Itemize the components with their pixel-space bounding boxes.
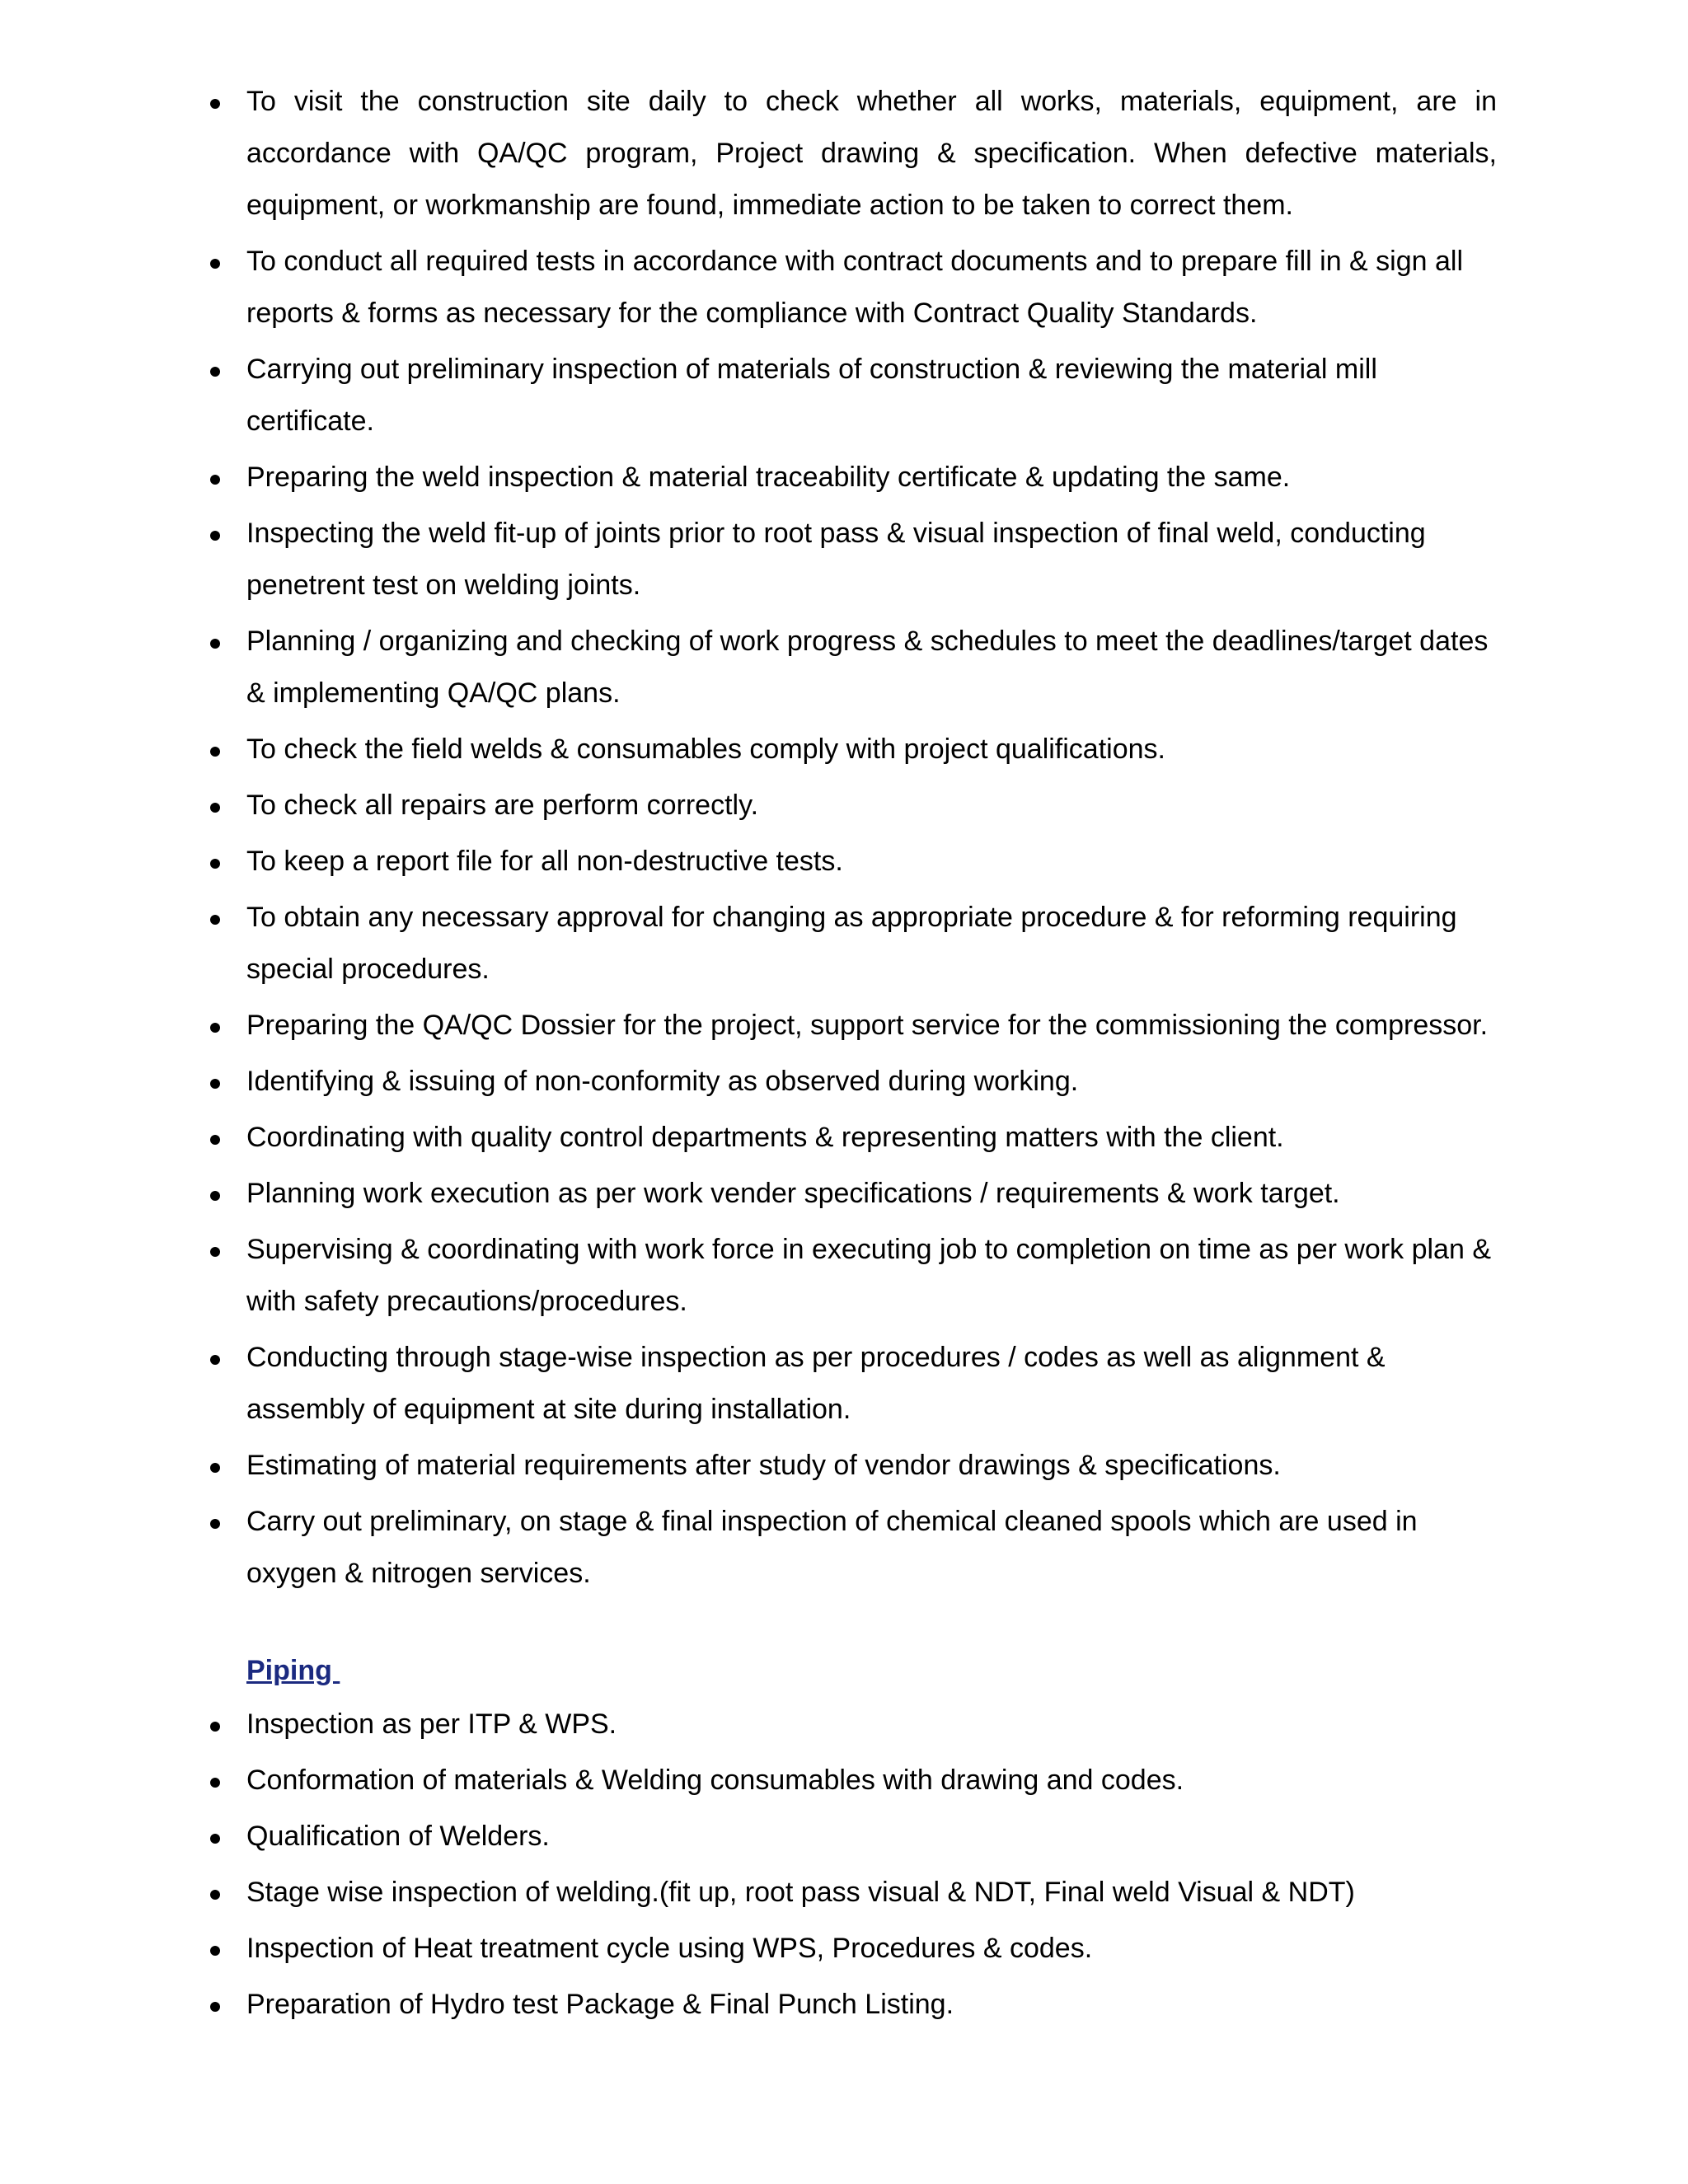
list-item-text: Conformation of materials & Welding consumables with drawing and codes. — [246, 1765, 1184, 1796]
bullet-icon — [210, 1135, 220, 1145]
list-item-text: Coordinating with quality control departments & representing matters with the client. — [246, 1122, 1284, 1153]
list-item-text: To check all repairs are perform correctly. — [246, 790, 759, 821]
piping-list — [206, 1699, 1497, 2031]
bullet-icon — [210, 1079, 220, 1089]
bullet-icon — [210, 1890, 220, 1900]
list-item-text: To conduct all required tests in accordance with contract documents and to prepare fill in & sign all reports & forms as necessary for the compliance with Contract Quality Standards. — [246, 246, 1464, 329]
bullet-icon — [210, 99, 220, 109]
list-item-text: To check the field welds & consumables comply with project qualifications. — [246, 733, 1165, 765]
list-item — [206, 1224, 1497, 1328]
list-item — [206, 1168, 1497, 1220]
list-item-text: Planning / organizing and checking of work progress & schedules to meet the deadlines/target dates & implementing QA/QC plans. — [246, 626, 1489, 709]
list-item-text: Supervising & coordinating with work force in executing job to completion on time as per work plan & with safety precautions/procedures. — [246, 1234, 1491, 1317]
list-item-text: Conducting through stage-wise inspection as per procedures / codes as well as alignment & assembly of equipment at site during installation. — [246, 1342, 1386, 1425]
list-item — [206, 1755, 1497, 1807]
list-item-text: Carrying out preliminary inspection of materials of construction & reviewing the material mill certificate. — [246, 354, 1377, 437]
list-item — [206, 508, 1497, 612]
list-item — [206, 1979, 1497, 2031]
bullet-icon — [210, 859, 220, 869]
list-item-text: Preparing the weld inspection & material traceability certificate & updating the same. — [246, 462, 1291, 493]
bullet-icon — [210, 1946, 220, 1956]
list-item — [206, 724, 1497, 776]
list-item-text: Planning work execution as per work vender specifications / requirements & work target. — [246, 1178, 1340, 1209]
list-item — [206, 1923, 1497, 1975]
bullet-icon — [210, 639, 220, 649]
duties-list — [206, 76, 1497, 1600]
list-item — [206, 1699, 1497, 1750]
list-item — [206, 1112, 1497, 1164]
bullet-icon — [210, 747, 220, 757]
bullet-icon — [210, 1191, 220, 1201]
list-item-text: Identifying & issuing of non-conformity as observed during working. — [246, 1066, 1079, 1097]
list-item — [206, 1440, 1497, 1492]
piping-heading: Piping — [246, 1655, 340, 1686]
list-item — [206, 236, 1497, 340]
list-item-text: Inspection of Heat treatment cycle using WPS, Procedures & codes. — [246, 1933, 1093, 1964]
list-item-text: Estimating of material requirements after study of vendor drawings & specifications. — [246, 1450, 1281, 1481]
list-item-text: Preparation of Hydro test Package & Final Punch Listing. — [246, 1989, 954, 2020]
list-item-text: Stage wise inspection of welding.(fit up, root pass visual & NDT, Final weld Visual & NDT) — [246, 1877, 1355, 1908]
bullet-icon — [210, 1519, 220, 1529]
list-item-text: Qualification of Welders. — [246, 1821, 550, 1852]
bullet-icon — [210, 367, 220, 377]
document-content — [206, 76, 1497, 2035]
list-item — [206, 1496, 1497, 1600]
list-item — [206, 1000, 1497, 1052]
list-item — [206, 76, 1497, 232]
bullet-icon — [210, 2002, 220, 2012]
list-item-text: Inspecting the weld fit-up of joints prior to root pass & visual inspection of final weld, conducting penetrent test on welding joints. — [246, 518, 1426, 601]
bullet-icon — [210, 1023, 220, 1033]
bullet-icon — [210, 259, 220, 269]
bullet-icon — [210, 915, 220, 925]
bullet-icon — [210, 1834, 220, 1844]
bullet-icon — [210, 531, 220, 541]
list-item — [206, 452, 1497, 504]
list-item — [206, 892, 1497, 996]
list-item — [206, 836, 1497, 888]
bullet-icon — [210, 1463, 220, 1473]
bullet-icon — [210, 1722, 220, 1732]
list-item-text: To keep a report file for all non-destructive tests. — [246, 846, 843, 877]
list-item — [206, 1811, 1497, 1863]
bullet-icon — [210, 475, 220, 485]
list-item — [206, 616, 1497, 719]
list-item-text: Carry out preliminary, on stage & final inspection of chemical cleaned spools which are used in oxygen & nitrogen services. — [246, 1506, 1418, 1589]
bullet-icon — [210, 1778, 220, 1788]
list-item — [206, 1867, 1497, 1919]
bullet-icon — [210, 1355, 220, 1365]
list-item — [206, 1332, 1497, 1436]
list-item-text: To visit the construction site daily to check whether all works, materials, equipment, are in accordance with QA/QC program, Project drawing & specification. When defective materials, equipment, or workmanship are found, immediate action to be taken to correct them. — [246, 86, 1497, 221]
list-item — [206, 1056, 1497, 1108]
list-item-text: To obtain any necessary approval for changing as appropriate procedure & for reforming requiring special procedures. — [246, 902, 1457, 985]
bullet-icon — [210, 803, 220, 813]
list-item-text: Inspection as per ITP & WPS. — [246, 1708, 617, 1740]
list-item — [206, 780, 1497, 832]
list-item-text: Preparing the QA/QC Dossier for the project, support service for the commissioning the compressor. — [246, 1010, 1489, 1041]
list-item — [206, 344, 1497, 448]
bullet-icon — [210, 1247, 220, 1257]
